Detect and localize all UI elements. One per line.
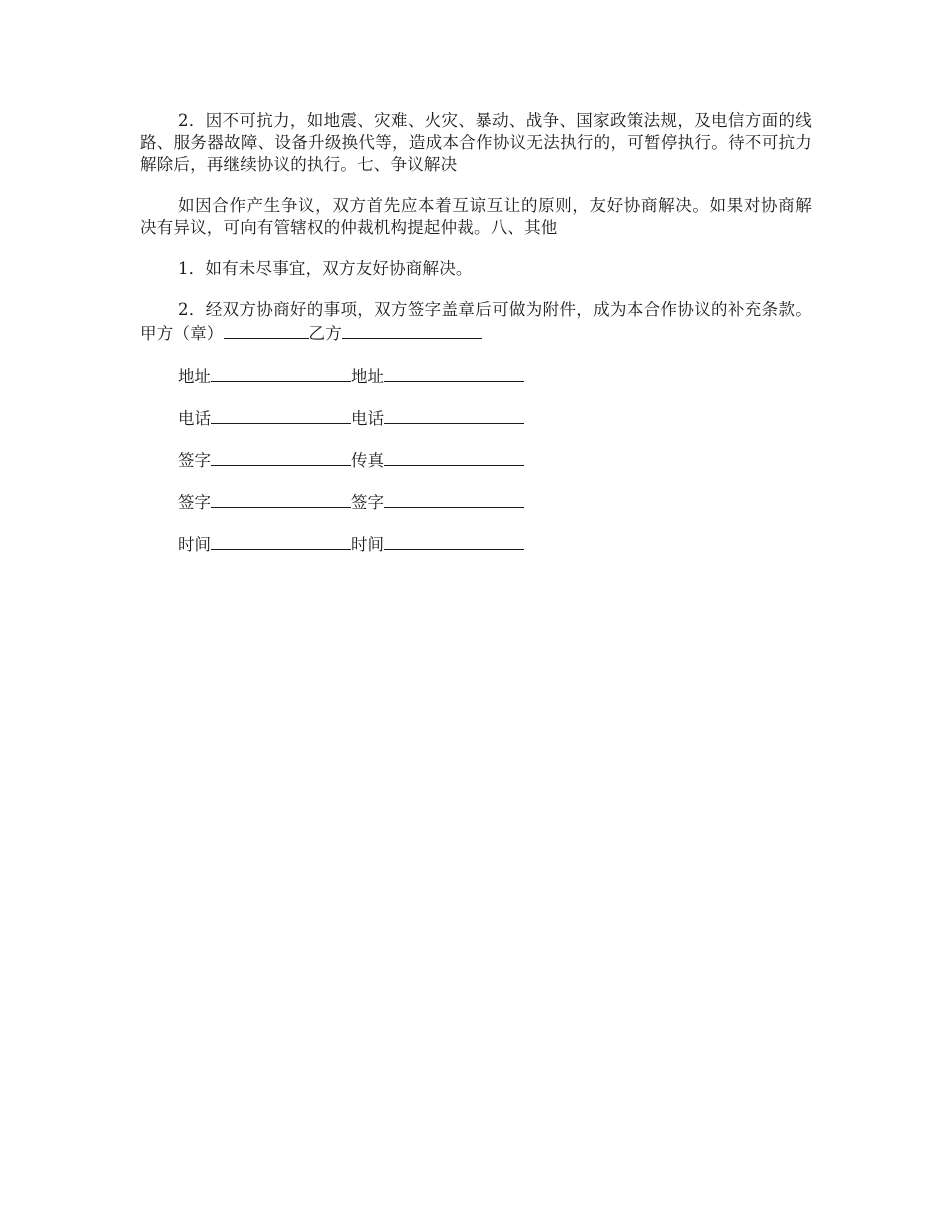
signature-row-signature-fax [140,448,812,470]
supplementary-terms-text: 2．经双方协商好的事项，双方签字盖章后可做为附件，成为本合作协议的补充条款。甲方（章） [140,300,812,343]
party-a-signature-blank-2 [211,490,351,508]
party-b-label: 乙方 [308,324,342,343]
party-a-phone-blank [211,406,351,424]
paragraph-other-matters: 1．如有未尽事宜，双方友好协商解决。 [178,259,473,278]
paragraph-force-majeure: 2．因不可抗力，如地震、灾难、火灾、暴动、战争、国家政策法规，及电信方面的线路、服务器故障、设备升级换代等，造成本合作协议无法执行的，可暂停执行。待不可抗力解除后，再继续协议的执行。七、争议解决 [140,111,812,174]
party-b-blank [342,321,482,339]
party-a-address-blank [211,364,351,382]
party-b-address-label: 地址 [351,367,384,386]
party-b-signature-blank [384,490,524,508]
signature-row-signature [140,490,812,512]
party-a-signature-label-2: 签字 [178,493,211,512]
party-a-seal-blank [224,321,309,339]
party-b-phone-blank [384,406,524,424]
party-b-fax-blank [384,448,524,466]
party-b-address-blank [384,364,524,382]
party-b-date-label: 时间 [351,535,384,554]
party-a-signature-label: 签字 [178,451,211,470]
party-a-signature-blank [211,448,351,466]
party-b-phone-label: 电话 [351,409,384,428]
document-page [140,110,812,574]
paragraph-dispute-resolution: 如因合作产生争议，双方首先应本着互谅互让的原则，友好协商解决。如果对协商解决有异议，可向有管辖权的仲裁机构提起仲裁。八、其他 [140,196,812,237]
party-a-phone-label: 电话 [178,409,211,428]
party-a-address-label: 地址 [178,367,211,386]
signature-row-address [140,364,812,386]
party-a-date-blank [211,532,351,550]
party-b-fax-label: 传真 [351,451,384,470]
paragraph-supplementary-terms [140,299,812,345]
signature-row-phone [140,406,812,428]
signature-row-date [140,532,812,554]
party-a-date-label: 时间 [178,535,211,554]
party-b-signature-label: 签字 [351,493,384,512]
party-b-date-blank [384,532,524,550]
